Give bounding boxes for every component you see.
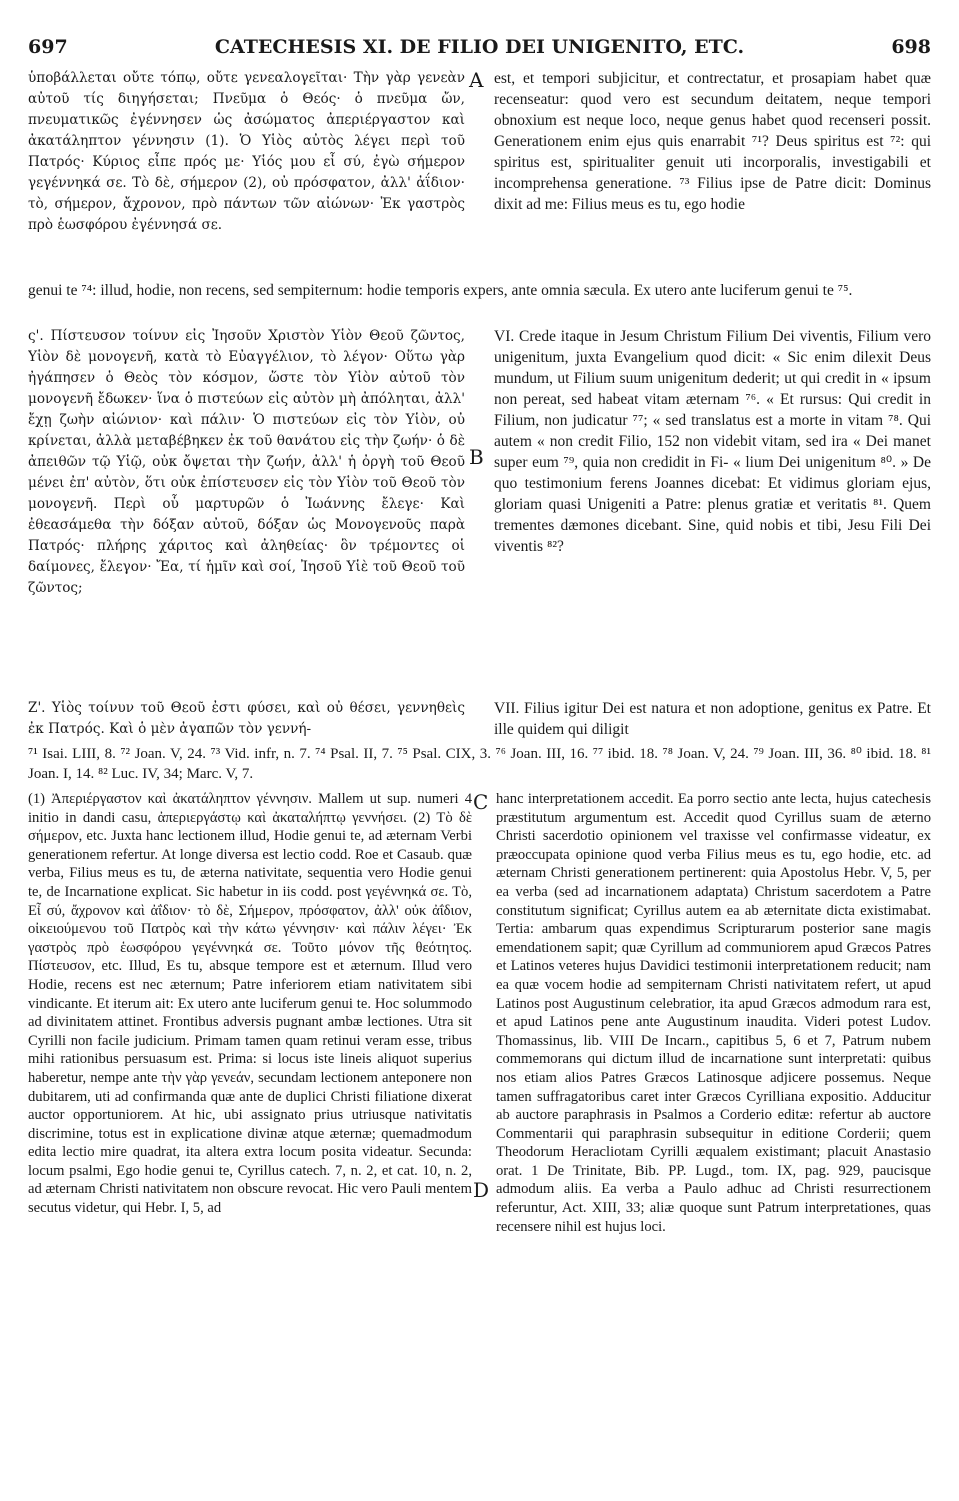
latin-text-section-vi: VI. Crede itaque in Jesum Christum Filium Dei viventis, Filium vero unigenitum, juxta Evangelium quod dicit: « Sic enim dilexit Deus mundum, ut Filium suum unigenitum dederit; ut qui credit in « ipsum non pereat, sed habeat vitam æternam ⁷⁶. « Et rursus: Qui credit in Filium, non judicatur ⁷⁷; « sed translatus est a morte in vitam ⁷⁸. Qui autem « non credit Filio, 152 non videbit vitam, sed ira « Dei manet super eum ⁷⁹, quia non credidit in Fi- « lium Dei unigenitum ⁸⁰. » De quo testimonium ferens Joannes dicebat: Et vidimus gloriam ejus, gloriam quasi Unigeniti a Patre: plenus gratiæ et veritatis ⁸¹. Quem trementes dæmones dicebant. Sine, quid nobis et tibi, Jesu Fili Dei viventis ⁸²? bbox=[494, 328, 931, 555]
greek-text-section-vi: ς'. Πίστευσον τοίνυν εἰς Ἰησοῦν Χριστὸν Υἱὸν Θεοῦ ζῶντος, Υἱὸν δὲ μονογενῆ, κατὰ τὸ Εὐαγγέλιον, τὸ λέγον· Οὕτω γὰρ ἠγάπησεν ὁ Θεὸς τὸν κόσμον, ὥστε τὸν Υἱὸν αὐτοῦ τὸν μονογενῆ ἔδωκεν· ἵνα ὁ πιστεύων εἰς αὐτὸν μὴ ἀπόληται, ἀλλ' ἔχῃ ζωὴν αἰώνιον· καὶ πάλιν· Ὁ πιστεύων εἰς τὸν Υἱὸν, οὐ κρίνεται, ἀλλὰ μεταβέβηκεν ἐκ τοῦ θανάτου εἰς τὴν ζωήν· ὁ δὲ ἀπειθῶν τῷ Υἱῷ, οὐκ ὄψεται τὴν ζωήν, ἀλλ' ἡ ὀργὴ τοῦ Θεοῦ μένει ἐπ' αὐτὸν, ὅτι οὐκ ἐπίστευσεν εἰς τὸν Υἱὸν τοῦ Θεοῦ τὸν μονογενῆ. Περὶ οὗ μαρτυρῶν ὁ Ἰωάννης ἔλεγε· Καὶ ἐθεασάμεθα τὴν δόξαν αὐτοῦ, δόξαν ὡς Μονογενοῦς παρὰ Πατρός· πλήρης χάριτος καὶ ἀληθείας· ὃν τρέμοντες οἱ δαίμονες, ἔλεγον· Ἔα, τί ἡμῖν καὶ σοί, Ἰησοῦ Υἱὲ τοῦ Θεοῦ τοῦ ζῶντος; bbox=[28, 328, 465, 596]
footnotes-right-column: hanc interpretationem accedit. Ea porro sectio ante lecta, hujus catechesis præstitutum argumentum est. Accedit quod Cyrillus suam de æterno Christi sacerdotio opinionem vel traxisse vel confirmasse videatur, ex præoccupata opinione quod verba Filius meus es tu, ego hodie, etc. ad æternam Christi generationem pertinerent: quia Apostolus Hebr. V, 5, per ea verba (sed ad incarnationem adaptata) Christum sacerdotem a Patre constitutum significat; Cyrillus autem ea ab æternitate dicta existimabat. Tertia: ambarum quas expendimus Scripturarum posterior sane magis emendationem sapit; quæ Cyrillum ad communiorem apud Græcos Patres et Latinos veteres hujus Davidici testimonii interpretationem reducit; nam ea quæ vocem hodie ad sempiternam Christi nativitatem refert, ut apud Latinos post Augustinum celebratior, ita apud Græcos admodum rara est, et apud Latinos pene ante Augustinum inaudita. Videri potest Ludov. Thomassinus, lib. VIII De Incarn., capitibus 5, 6 et 7, Patrum nubem commemorans qui dictum illud de incarnatione sunt interpretati: quibus nos etiam alios Patres Græcos Latinosque adjicere possemus. Neque tamen suffragatoribus caret inter Græcos Cyrilliana expositio. Adducitur ab auctore paraphrasis in Psalmos a Corderio editæ: refertur ab auctore Commentarii qui paraphrasin subsequitur in editione Corderii; quem Theodorum Heracliotam Cyrilli æqualem existimant; placuit Anastasio orat. 1 De Trinitate, Bib. PP. Lugd., tom. IX, pag. 929, paucisque admodum aliis. Ea verba a Paulo adhuc ad Christi resurrectionem referuntur, Act. XIII, 33; aliæ quoque sunt Patrum interpretationes, quas recensere nihil est hujus loci. bbox=[496, 791, 931, 1235]
running-title: CATECHESIS XI. DE FILIO DEI UNIGENITO, ETC. bbox=[214, 36, 745, 58]
footnotes-left-column: (1) Ἀπεριέργαστον καὶ ἀκατάληπτον γέννησιν. Mallem ut sup. numeri 4 initio in dandi casu, ἀπεριεργάστῳ καὶ ἀκαταλήπτῳ γεννήσει. (2) Τὸ δὲ σήμερον, etc. Juxta hanc lectionem illud, Hodie genui te, ad æternam Verbi generationem refertur. At longe diversa est lectio codd. Roe et Casaub. quæ verba, Filius meus es tu, de æterna nativitate, sequentia vero Hodie genui te, de Incarnatione explicat. Sic habetur in iis codd. post γεγέννηκά σε. Τὸ, Εἶ σύ, ἄχρονον καὶ ἀΐδιον· τὸ δὲ, Σήμερον, πρόσφατον, ἀλλ' οὐκ ἀΐδιον, οἰκειούμενου τοῦ Πατρὸς καὶ τὴν κάτω γέννησιν· καὶ πάλιν λέγει· Ἐκ γαστρὸς πρὸ ἑωσφόρου γεγέννηκά σε. Τοῦτο μόνον τῆς θεότητος. Πίστευσον, etc. Illud, Es tu, absque tempore est et æternum. Illud vero Hodie, recens est nec æternum; Patre inferiorem etiam nativitatem sibi vindicante. Et iterum ait: Ex utero ante luciferum genui te. Hoc solummodo ad divinitatem attinet. Frontibus adversis pugnant ambæ lectiones. Utra sit Cyrilli non facile judicium. Primam tamen quam retinui veram esse, tribus mihi rationibus persuasum est. Prima: si locus iste lineis aliquot superius haberetur, nempe ante τὴν γὰρ γενεάν, secundam lectionem anteponere non dubitarem, uti ad confirmanda quæ ante de duplici Christi filiatione dixerat auctor opportuniorem. At hic, ubi assignato prius utriusque nativitatis discrimine, totus est in explicatione divinæ atque æternæ; quemadmodum edita lectio mire quadrat, ita altera extra locum posita videatur. Secunda: locum psalmi, Ego hodie genui te, Cyrillus catech. 7, n. 2, et cat. 10, n. 2, ad æternam Christi nativitatem non obscure revocat. Hic vero Pauli mentem secutus videtur, qui Hebr. I, 5, ad bbox=[28, 791, 472, 1217]
margin-letter-b: B bbox=[469, 445, 484, 469]
scripture-references: ⁷¹ Isai. LIII, 8. ⁷² Joan. V, 24. ⁷³ Vid. infr, n. 7. ⁷⁴ Psal. II, 7. ⁷⁵ Psal. CIX, 3. ⁷⁶ Joan. III, 16. ⁷⁷ ibid. 18. ⁷⁸ Joan. V, 24. ⁷⁹ Joan. III, 36. ⁸⁰ ibid. 18. ⁸¹ Joan. I, 14. ⁸² Luc. IV, 34; Marc. V, 7. bbox=[28, 746, 931, 782]
latin-text-section-vii: VII. Filius igitur Dei est natura et non adoptione, genitus ex Patre. Et ille quidem qui diligit bbox=[494, 700, 931, 738]
page-number-left: 697 bbox=[28, 36, 68, 58]
margin-letter-d: D bbox=[473, 1178, 490, 1202]
margin-letter-a: A bbox=[469, 68, 484, 92]
margin-letter-c: C bbox=[473, 790, 489, 814]
page-number-right: 698 bbox=[891, 36, 931, 58]
latin-text-opening: est, et tempori subjicitur, et contrectatur, et prosapiam habet quæ recenseatur: quod vero est secundum deitatem, neque tempori obnoxium est neque loco, neque genus habet quod recenseri possit. Generationem enim ejus quis enarrabit ⁷¹? Deus spiritus est ⁷²: qui spiritus est, spiritualiter genuit uti incorporalis, investigabili et incomprehensa generatione. ⁷³ Filius ipse de Patre dicit: Dominus dixit ad me: Filius meus es tu, ego hodie bbox=[494, 70, 931, 213]
greek-text-opening: ὑποβάλλεται οὔτε τόπῳ, οὔτε γενεαλογεῖται· Τὴν γὰρ γενεὰν αὐτοῦ τίς διηγήσεται; Πνεῦμα ὁ Θεός· ὁ πνεῦμα ὤν, πνευματικῶς ἐγέννησεν ὡς ἀσώματος ἀπεριέργαστον καὶ ἀκατάληπτον γέννησιν (1). Ὁ Υἱὸς αὐτὸς λέγει περὶ τοῦ Πατρός· Κύριος εἶπε πρός με· Υἱός μου εἶ σύ, ἐγὼ σήμερον γεγέννηκά σε. Τὸ δὲ, σήμερον (2), οὐ πρόσφατον, ἀλλ' ἀΐδιον· τὸ, σήμερον, ἄχρονον, πρὸ πάντων τῶν αἰώνων· Ἐκ γαστρὸς πρὸ ἑωσφόρου ἐγέννησά σε. bbox=[28, 70, 465, 233]
page-header bbox=[28, 36, 931, 62]
greek-text-section-vii: Ζ'. Υἱὸς τοίνυν τοῦ Θεοῦ ἐστι φύσει, καὶ οὐ θέσει, γεννηθεὶς ἐκ Πατρός. Καὶ ὁ μὲν ἀγαπῶν τὸν γεννή- bbox=[28, 700, 465, 737]
latin-spanning-line: genui te ⁷⁴: illud, hodie, non recens, sed sempiternum: hodie temporis expers, ante omnia sæcula. Ex utero ante luciferum genui te ⁷⁵. bbox=[28, 282, 853, 299]
